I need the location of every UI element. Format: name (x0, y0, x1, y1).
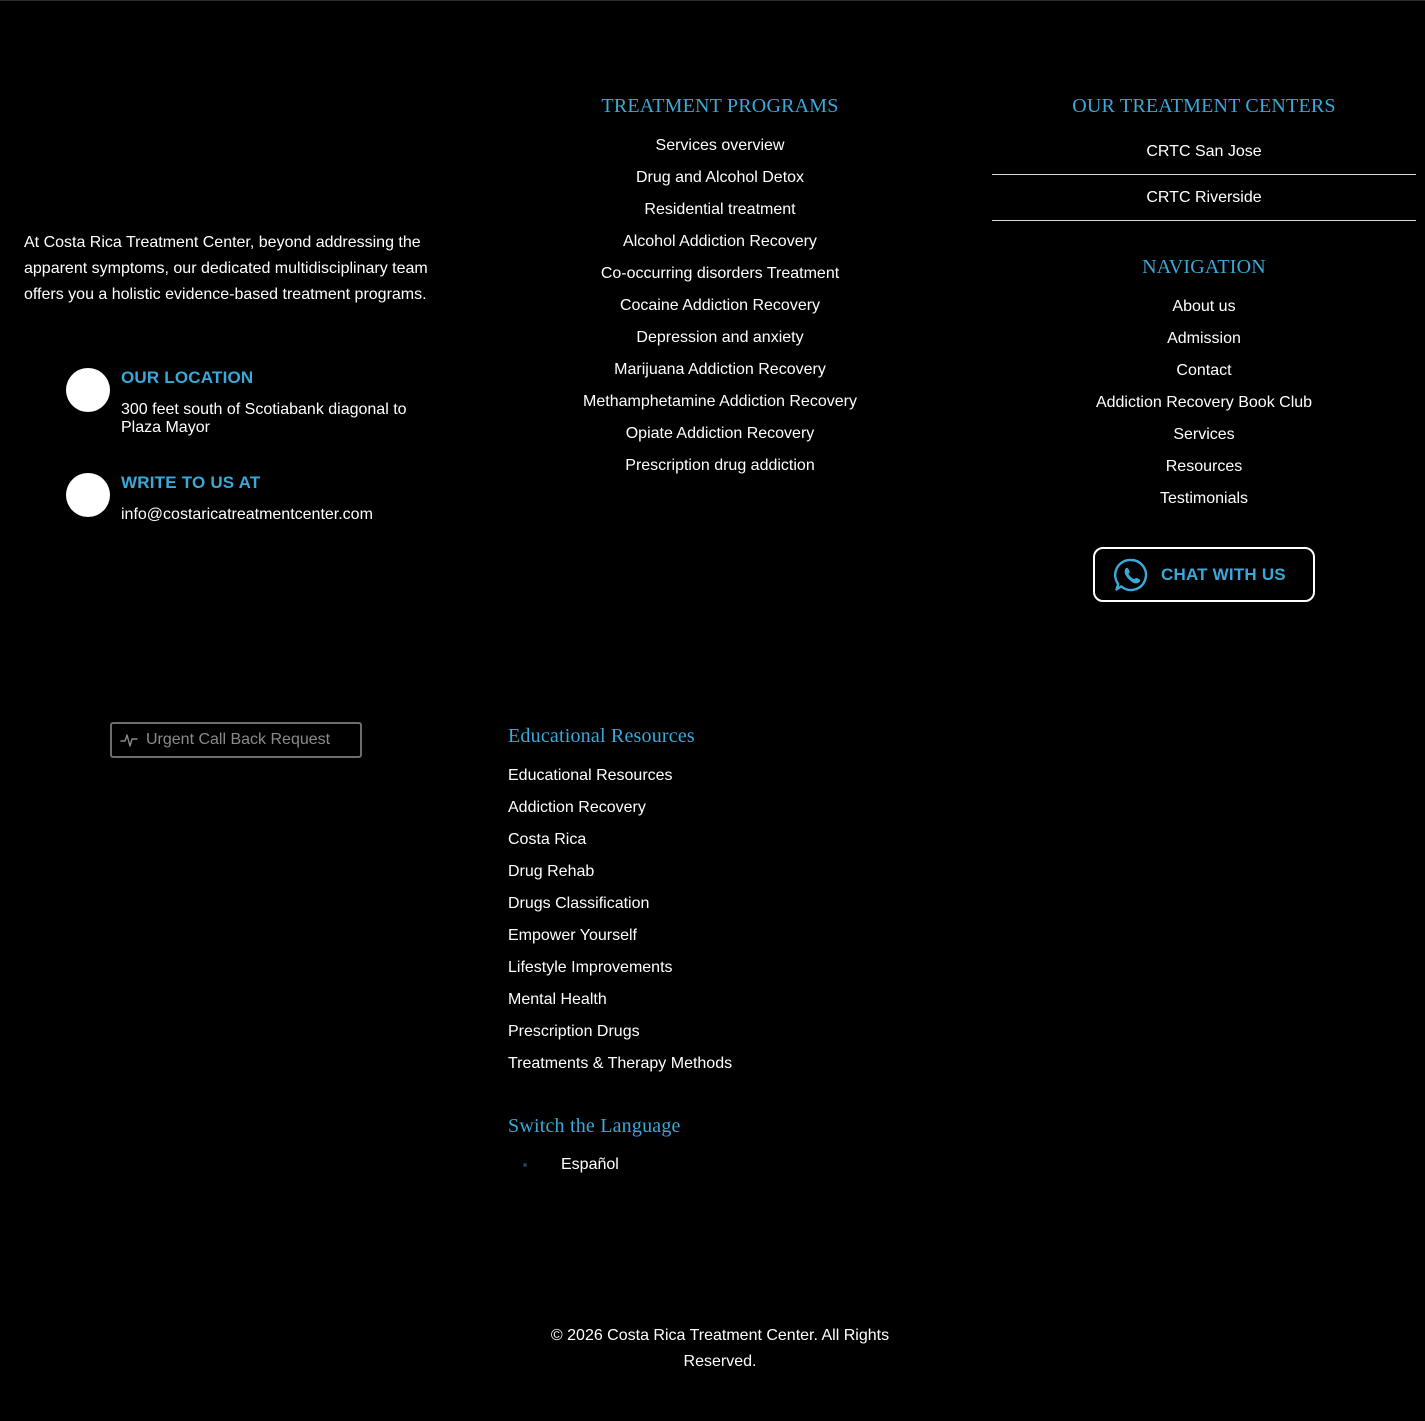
nav-link-about[interactable]: About us (1172, 298, 1236, 315)
location-icon (66, 368, 110, 412)
program-link[interactable]: Services overview (655, 137, 785, 154)
education-link[interactable]: Empower Yourself (508, 927, 637, 944)
write-title: WRITE TO US AT (121, 473, 261, 492)
program-link[interactable]: Depression and anxiety (636, 329, 804, 346)
treatment-programs (500, 93, 940, 485)
nav-link-testimonials[interactable]: Testimonials (1159, 490, 1249, 507)
program-link[interactable]: Co-occurring disorders Treatment (600, 265, 840, 282)
email-link[interactable]: info@costaricatreatmentcenter.com (121, 506, 373, 523)
program-link[interactable]: Cocaine Addiction Recovery (619, 297, 821, 314)
education-link[interactable]: Addiction Recovery (508, 799, 646, 816)
nav-link-contact[interactable]: Contact (1176, 362, 1232, 379)
nav-link-services[interactable]: Services (1173, 426, 1235, 443)
education-link[interactable]: Lifestyle Improvements (508, 959, 673, 976)
programs-heading: TREATMENT PROGRAMS (601, 95, 839, 117)
copyright-text: © 2026 Costa Rica Treatment Center. All Rights Reserved. (550, 1327, 890, 1370)
nav-link-admission[interactable]: Admission (1167, 330, 1241, 347)
email-icon (66, 473, 110, 517)
education-link[interactable]: Drugs Classification (508, 895, 650, 912)
program-link[interactable]: Prescription drug addiction (625, 457, 815, 474)
navigation-section (992, 254, 1416, 518)
callback-label: Urgent Call Back Request (146, 731, 331, 748)
chat-with-us-button[interactable] (1093, 547, 1315, 602)
education-link[interactable]: Educational Resources (508, 767, 673, 784)
education-link[interactable]: Drug Rehab (508, 863, 595, 880)
center-link-riverside[interactable]: CRTC Riverside (992, 175, 1416, 221)
program-link[interactable]: Marijuana Addiction Recovery (614, 361, 826, 378)
center-link-san-jose[interactable]: CRTC San Jose (992, 129, 1416, 175)
navigation-heading: NAVIGATION (1142, 256, 1266, 278)
nav-link-book-club[interactable]: Addiction Recovery Book Club (1095, 394, 1313, 411)
program-link[interactable]: Drug and Alcohol Detox (635, 169, 805, 186)
location-address: 300 feet south of Scotiabank diagonal to Plaza Mayor (121, 401, 407, 436)
education-heading: Educational Resources (508, 725, 695, 747)
chat-button-label: CHAT WITH US (1161, 564, 1286, 584)
treatment-centers (992, 93, 1416, 221)
whatsapp-icon (1113, 557, 1149, 593)
programs-list (500, 133, 940, 485)
education-link[interactable]: Treatments & Therapy Methods (508, 1055, 733, 1072)
urgent-callback-button[interactable] (110, 722, 362, 758)
nav-link-resources[interactable]: Resources (1165, 458, 1243, 475)
language-option-espanol[interactable] (508, 1152, 928, 1178)
language-switcher (508, 1113, 928, 1178)
program-link[interactable]: Alcohol Addiction Recovery (623, 233, 817, 250)
program-link[interactable]: Opiate Addiction Recovery (625, 425, 815, 442)
education-link[interactable]: Prescription Drugs (508, 1023, 640, 1040)
navigation-list (992, 294, 1416, 518)
centers-list (992, 129, 1416, 221)
program-link[interactable]: Methamphetamine Addiction Recovery (583, 393, 857, 410)
bullet-icon (523, 1163, 527, 1167)
education-link[interactable]: Costa Rica (508, 831, 587, 848)
language-heading: Switch the Language (508, 1115, 681, 1137)
location-title: OUR LOCATION (121, 368, 254, 387)
language-option-label: Español (561, 1156, 619, 1173)
about-text: At Costa Rica Treatment Center, beyond addressing the apparent symptoms, our dedicated multidisciplinary team offers you a holistic evidence-based treatment programs. (24, 234, 428, 303)
education-link[interactable]: Mental Health (508, 991, 607, 1008)
pulse-icon (120, 731, 138, 749)
education-list (508, 763, 928, 1083)
centers-heading: OUR TREATMENT CENTERS (1072, 95, 1336, 117)
program-link[interactable]: Residential treatment (644, 201, 796, 218)
educational-resources (508, 723, 928, 1083)
